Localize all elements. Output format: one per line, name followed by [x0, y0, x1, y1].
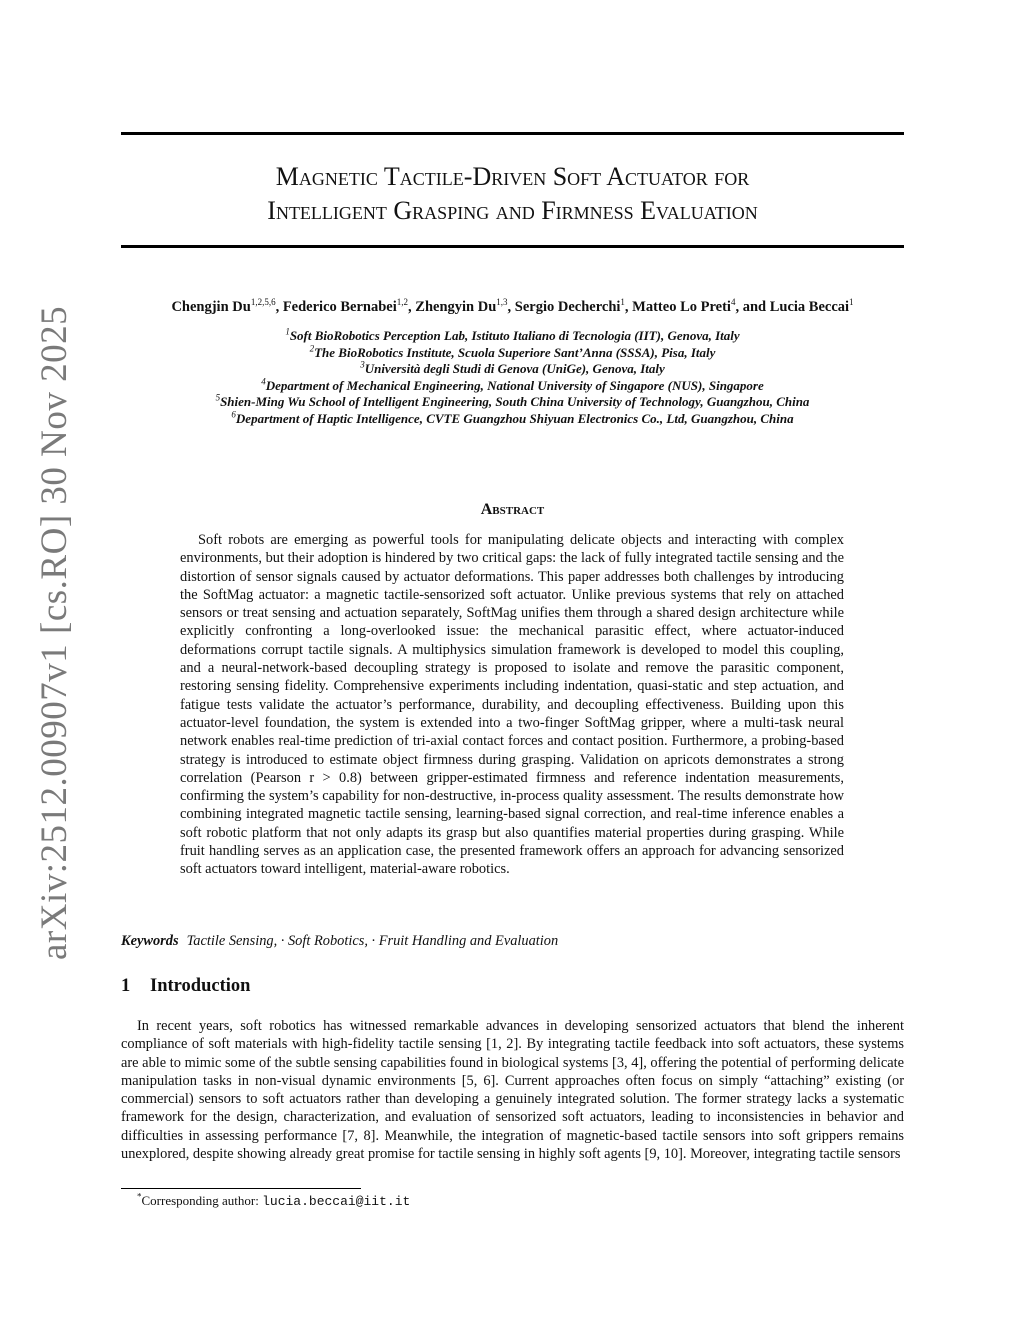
author-name: Chengjin Du — [171, 299, 251, 315]
author-affiliation-mark: 1,2 — [396, 297, 409, 308]
footnote-mark: * — [137, 1191, 142, 1202]
affiliation-mark: 2 — [309, 343, 315, 354]
affiliation-line — [100, 361, 925, 378]
affiliation-mark: 1 — [285, 326, 290, 337]
author-name: Matteo Lo Preti — [632, 299, 731, 315]
abstract-heading: Abstract — [480, 501, 545, 518]
affiliation-text: The BioRobotics Institute, Scuola Superiore Sant’Anna (SSSA), Pisa, Italy — [314, 344, 716, 360]
title-top-rule — [121, 132, 904, 135]
title-line-1: Magnetic Tactile-Driven Soft Actuator for — [275, 162, 750, 191]
section-heading — [121, 976, 250, 997]
affiliation-line — [100, 411, 925, 428]
affiliation-text: Department of Mechanical Engineering, National University of Singapore (NUS), Singapore — [265, 377, 764, 393]
author-affiliation-mark: 1,2,5,6 — [250, 297, 276, 308]
title-bottom-rule — [121, 245, 904, 248]
author-name: Federico Bernabei — [282, 299, 397, 315]
author-list: Chengjin Du$^{1,2,5,6}$, Federico Bernabei$^{1,2}$, Zhengyin Du$^{1,3}$, Sergio Decherchi$^1$, Matteo Lo Preti$^4$, and Lucia Beccai$^1$ — [171, 297, 854, 315]
affiliation-mark: 3 — [360, 359, 365, 370]
author-name: Zhengyin Du — [415, 299, 497, 315]
corresponding-email: lucia.beccai@iit.it — [262, 1194, 411, 1209]
author-name: Sergio Decherchi — [514, 299, 621, 315]
keywords-label: Keywords — [121, 933, 179, 949]
footnote — [137, 1193, 410, 1209]
affiliation-list — [100, 328, 925, 428]
author-affiliation-mark: 4 — [730, 297, 736, 308]
section-title: Introduction — [150, 976, 251, 996]
keywords-text: Tactile Sensing, · Soft Robotics, · Fruit Handling and Evaluation — [186, 933, 559, 949]
affiliation-line — [100, 328, 925, 345]
keywords-line — [121, 933, 558, 950]
author-affiliation-mark: 1 — [849, 297, 854, 308]
affiliation-line — [100, 394, 925, 411]
section-number: 1 — [121, 976, 131, 996]
abstract-text: Soft robots are emerging as powerful tools for manipulating delicate objects and interacting with complex environments, but their adoption is hindered by two critical gaps: the lack of fully integrated tactile sensing and the distortion of sensor signals caused by actuator deformations. This paper addresses both challenges by introducing the SoftMag actuator: a magnetic tactile-sensorized soft actuator. Unlike previous systems that rely on attached sensors or treat sensing and actuation separately, SoftMag unifies them through a shared design architecture while explicitly confronting a long-overlooked issue: the mechanical parasitic effect, where actuator-induced deformations corrupt tactile signals. A multiphysics simulation framework is developed to model this coupling, and a neural-network-based decoupling strategy is proposed to isolate and remove the parasitic component, restoring sensing fidelity. Comprehensive experiments including indentation, quasi-static and step actuation, and fatigue tests validate the actuator’s performance, durability, and decoupling effectiveness. Building upon this actuator-level foundation, the system is extended into a two-finger SoftMag gripper, where a multi-task neural network enables real-time prediction of tri-axial contact forces and contact position. Furthermore, a probing-based strategy is introduced to estimate object firmness during grasping. Validation on apricots demonstrates a strong correlation (Pearson r > 0.8) between gripper-estimated firmness and reference indentation measurements, confirming the system’s capability for non-destructive, in-process quality assessment. The results demonstrate how combining integrated magnetic tactile sensing, learning-based signal correction, and real-time inference enables a soft robotic platform that not only adapts its grasp but also quantifies material properties during grasping. While fruit handling serves as an application case, the presented framework offers an approach for advancing sensorized soft actuators toward intelligent, material-aware robotics. — [180, 532, 844, 878]
introduction-text: In recent years, soft robotics has witnessed remarkable advances in developing sensorized actuators that blend the inherent compliance of soft materials with high-fidelity tactile sensing [1, 2]. By integrating tactile feedback into soft actuators, these systems are able to mimic some of the subtle sensing capabilities found in biological systems [3, 4], offering the potential of performing delicate manipulation tasks in non-visual dynamic environments [5, 6]. Current approaches often focus on simply “attaching” existing (or commercial) sensors to soft actuators rather than developing a genuinely integrated solution. The former strategy lacks a systematic framework for the design, characterization, and evaluation of sensorized soft actuators, leading to inconsistencies in behavior and difficulties in assessing performance [7, 8]. Meanwhile, the integration of magnetic-based tactile sensors into soft grippers remains unexplored, despite showing already great promise for tactile sensing in highly soft agents [9, 10]. Moreover, integrating tactile sensors — [121, 1018, 904, 1163]
footnote-rule — [121, 1188, 361, 1189]
affiliation-line — [100, 345, 925, 362]
affiliation-text: Department of Haptic Intelligence, CVTE Guangzhou Shiyuan Electronics Co., Ltd, Guangzhou, China — [235, 410, 794, 426]
affiliation-text: Università degli Studi di Genova (UniGe), Genova, Italy — [364, 361, 665, 377]
affiliation-mark: 6 — [231, 409, 236, 420]
affiliation-mark: 5 — [215, 393, 221, 404]
affiliation-text: Shien-Ming Wu School of Intelligent Engineering, South China University of Technology, Guangzhou, China — [220, 394, 810, 410]
arxiv-identifier: arXiv:2512.00907v1 [cs.RO] 30 Nov 2025 — [34, 305, 75, 960]
footnote-label: Corresponding author: — [141, 1193, 263, 1208]
title-line-2: Intelligent Grasping and Firmness Evaluation — [267, 196, 758, 225]
paper-title — [121, 160, 904, 228]
affiliation-mark: 4 — [261, 376, 266, 387]
affiliation-line — [100, 378, 925, 395]
affiliation-text: Soft BioRobotics Perception Lab, Istituto Italiano di Tecnologia (IIT), Genova, Italy — [289, 328, 740, 343]
author-affiliation-mark: 1,3 — [496, 297, 508, 308]
author-affiliation-mark: 1 — [620, 297, 625, 308]
author-name: and Lucia Beccai — [742, 299, 850, 315]
